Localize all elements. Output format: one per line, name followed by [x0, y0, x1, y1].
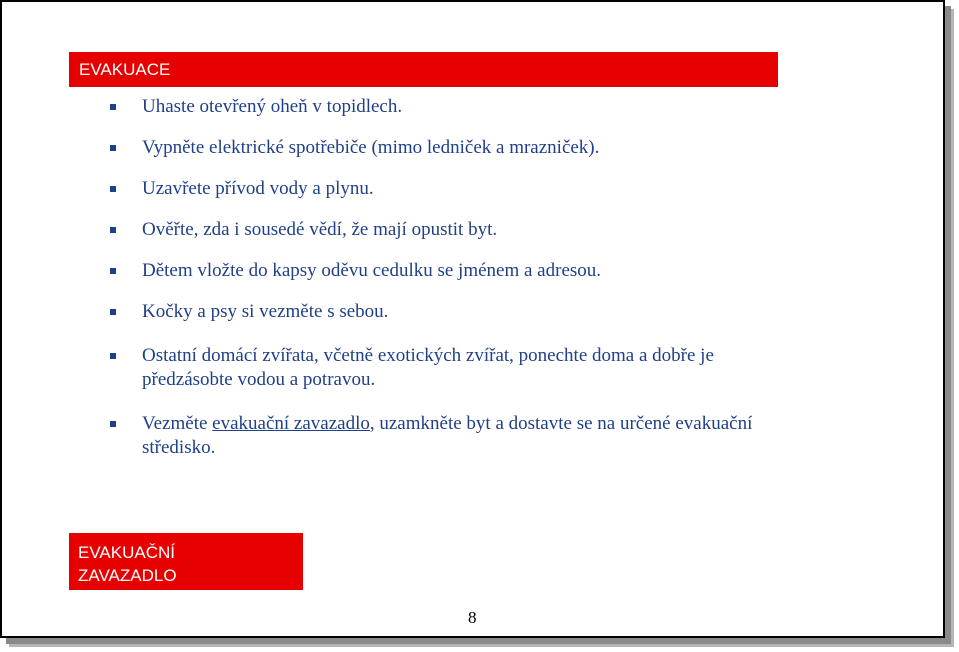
list-item — [108, 177, 798, 201]
list-item — [108, 259, 798, 283]
section-title: EVAKUACE — [79, 60, 171, 79]
list-item-text: Uhaste otevřený oheň v topidlech. — [142, 96, 403, 117]
list-item — [108, 412, 798, 460]
list-item-text: Uzavřete přívod vody a plynu. — [142, 178, 374, 199]
evacuation-bag-label: EVAKUAČNÍ ZAVAZADLO — [78, 543, 177, 585]
square-bullet-icon — [110, 186, 116, 192]
square-bullet-icon — [110, 309, 116, 315]
square-bullet-icon — [110, 353, 116, 359]
square-bullet-icon — [110, 268, 116, 274]
list-item — [108, 344, 798, 392]
list-item — [108, 95, 798, 119]
evacuation-bag-link[interactable]: evakuační zavazadlo — [212, 413, 370, 434]
list-item-text-prefix: Vezměte — [142, 413, 213, 434]
list-item — [108, 136, 798, 160]
list-item-text: Ověřte, zda i sousedé vědí, že mají opustit byt. — [142, 219, 498, 240]
page-number: 8 — [468, 608, 477, 627]
list-item-text-suffix: , uzamkněte byt a dostavte se na určené evakuační středisko. — [142, 413, 753, 458]
square-bullet-icon — [110, 227, 116, 233]
square-bullet-icon — [110, 421, 116, 427]
list-item — [108, 300, 798, 324]
list-item — [108, 218, 798, 242]
list-item-text: Kočky a psy si vezměte s sebou. — [142, 301, 389, 322]
list-item-text: Ostatní domácí zvířata, včetně exotických zvířat, ponechte doma a dobře je předzásobte vodou a potravou. — [142, 345, 714, 390]
section-header-bar — [69, 52, 778, 87]
list-item-text: Vypněte elektrické spotřebiče (mimo ledniček a mrazniček). — [142, 137, 600, 158]
instruction-list — [108, 95, 798, 477]
list-item-text: Dětem vložte do kapsy oděvu cedulku se jménem a adresou. — [142, 260, 602, 281]
square-bullet-icon — [110, 104, 116, 110]
square-bullet-icon — [110, 145, 116, 151]
